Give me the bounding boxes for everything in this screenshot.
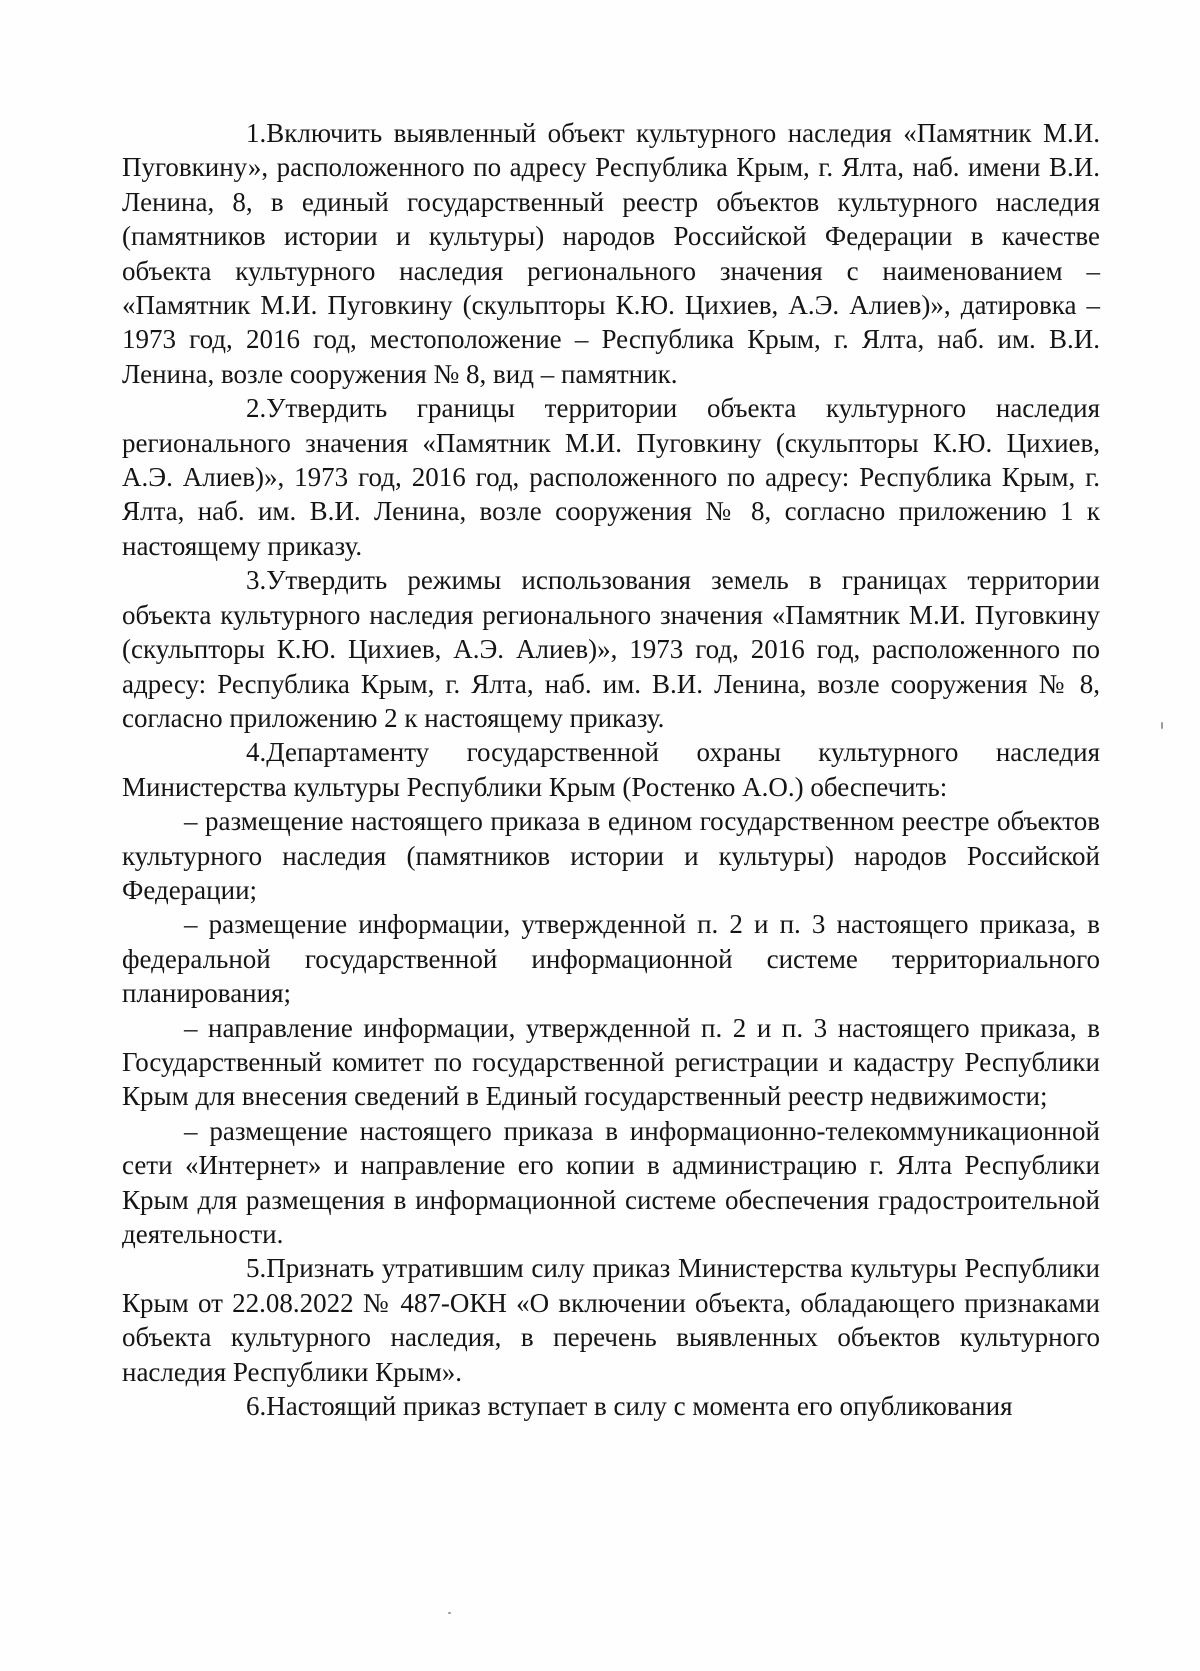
scan-speck xyxy=(1161,722,1163,729)
item-text: Департаменту государственной охраны культурного наследия Министерства культуры Республики Крым (Ростенко А.О.) обеспечить: xyxy=(122,737,1100,802)
paragraph-item-6 xyxy=(122,1389,1100,1423)
paragraph-item-5 xyxy=(122,1251,1100,1389)
sub-item-3: – направление информации, утвержденной п. 2 и п. 3 настоящего приказа, в Государственный комитет по государственной регистрации и кадастру Республики Крым для внесения сведений в Единый государственный реестр недвижимости; xyxy=(122,1012,1100,1112)
item-text: Настоящий приказ вступает в силу с момента его опубликования xyxy=(266,1391,1013,1422)
scan-speck xyxy=(448,1612,451,1614)
item-number: 6. xyxy=(246,1391,267,1422)
sub-item-1: – размещение настоящего приказа в едином государственном реестре объектов культурного наследия (памятников истории и культуры) народов Российской Федерации; xyxy=(122,806,1100,905)
paragraph-item-3 xyxy=(122,563,1100,735)
item-number: 3. xyxy=(246,565,267,596)
item-number: 2. xyxy=(246,393,267,424)
item-text: Утвердить режимы использования земель в границах территории объекта культурного наследия регионального значения «Памятник М.И. Пуговкину (скульпторы К.Ю. Цихиев, А.Э. Алиев)», 1973 год, 2016 год, расположенного по адресу: Республика Крым, г. Ялта, наб. им. В.И. Ленина, возле сооружения № 8, согласно приложению 2 к настоящему приказу. xyxy=(122,565,1100,733)
paragraph-item-4 xyxy=(122,735,1100,804)
item-text: Утвердить границы территории объекта культурного наследия регионального значения «Памятник М.И. Пуговкину (скульпторы К.Ю. Цихиев, А.Э. Алиев)», 1973 год, 2016 год, расположенного по адресу: Республика Крым, г. Ялта, наб. им. В.И. Ленина, возле сооружения № 8, согласно приложению 1 к настоящему приказу. xyxy=(122,393,1100,561)
paragraph-item-2 xyxy=(122,391,1100,563)
item-number: 5. xyxy=(246,1253,267,1284)
item-text: Включить выявленный объект культурного наследия «Памятник М.И. Пуговкину», расположенного по адресу Республика Крым, г. Ялта, наб. имени В.И. Ленина, 8, в единый государственный реестр объектов культурного наследия (памятников истории и культуры) народов Российской Федерации в качестве объекта культурного наследия регионального значения с наименованием – «Памятник М.И. Пуговкину (скульпторы К.Ю. Цихиев, А.Э. Алиев)», датировка – 1973 год, 2016 год, местоположение – Республика Крым, г. Ялта, наб. им. В.И. Ленина, возле сооружения № 8, вид – памятник. xyxy=(122,118,1100,389)
item-number: 4. xyxy=(246,737,267,768)
paragraph-item-1 xyxy=(122,116,1100,391)
document-body xyxy=(122,116,1100,1423)
item-text: Признать утратившим силу приказ Министерства культуры Республики Крым от 22.08.2022 № 487-ОКН «О включении объекта, обладающего признаками объекта культурного наследия, в перечень выявленных объектов культурного наследия Республики Крым». xyxy=(122,1253,1100,1387)
item-number: 1. xyxy=(246,118,267,148)
sub-item-2: – размещение информации, утвержденной п. 2 и п. 3 настоящего приказа, в федеральной государственной информационной системе территориального планирования; xyxy=(122,909,1100,1009)
sub-item-4: – размещение настоящего приказа в информационно-телекоммуникационной сети «Интернет» и направление его копии в администрацию г. Ялта Республики Крым для размещения в информационной системе обеспечения градостроительной деятельности. xyxy=(122,1115,1100,1249)
